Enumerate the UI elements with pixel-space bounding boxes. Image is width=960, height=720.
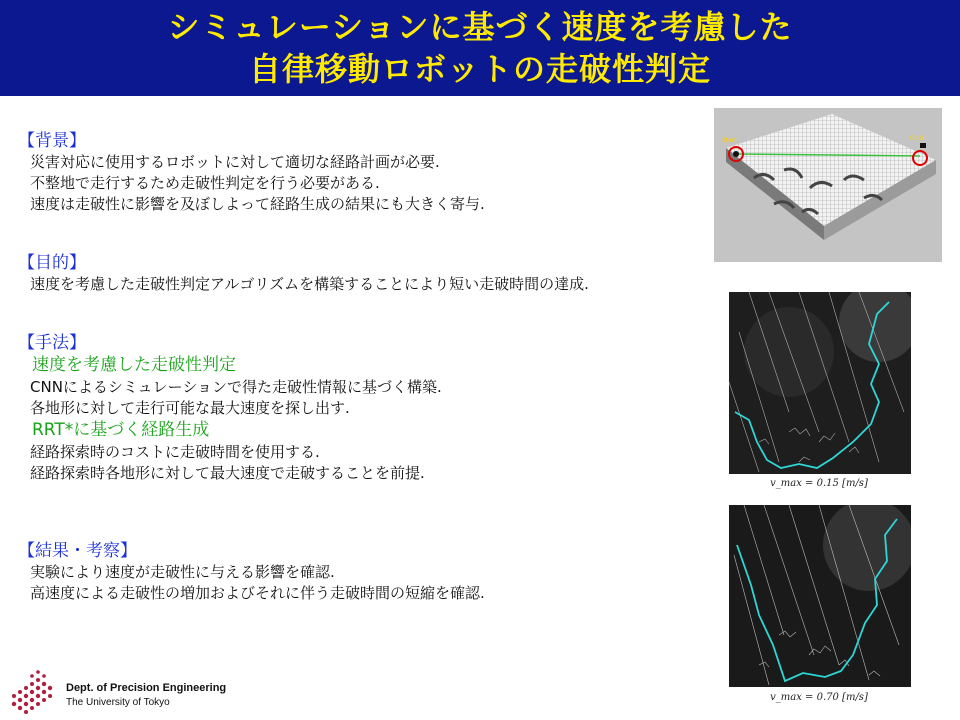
map-caption-1: v_max = 0.15 [m/s] [770,478,868,489]
goal-label: Goal [910,135,924,142]
background-line: 速度は走破性に影響を及ぼしよって経路生成の結果にも大きく寄与. [30,195,485,213]
method-subheading-2: RRT*に基づく経路生成 [32,420,210,440]
terrain-svg [714,108,942,262]
simulation-terrain-image [714,108,942,262]
map-svg-1 [729,292,911,474]
title-line-1: シミュレーションに基づく速度を考慮した [167,8,793,46]
dots-logo-icon [6,660,62,716]
logo-department-name: Dept. of Precision Engineering [66,682,227,694]
start-label: Start [722,137,737,144]
purpose-heading: 【目的】 [18,253,86,273]
background-section [18,130,485,215]
map-svg-2 [729,505,911,687]
results-section [18,540,485,604]
title-line-2: 自律移動ロボットの走破性判定 [248,50,711,88]
method-line: CNNによるシミュレーションで得た走破性情報に基づく構築. [30,378,442,396]
purpose-section [18,252,589,295]
department-logo [6,660,246,716]
results-line: 実験により速度が走破性に与える影響を確認. [30,563,335,581]
background-heading: 【背景】 [18,131,86,151]
method-subheading-1: 速度を考慮した走破性判定 [32,355,236,375]
results-heading: 【結果・考察】 [18,541,137,561]
background-line: 災害対応に使用するロボットに対して適切な経路計画が必要. [30,153,440,171]
method-line: 各地形に対して走行可能な最大速度を探し出す. [30,399,350,417]
method-section [18,332,442,484]
map-caption-2: v_max = 0.70 [m/s] [770,692,868,703]
method-heading: 【手法】 [18,333,86,353]
background-line: 不整地で走行するため走破性判定を行う必要がある. [30,174,380,192]
logo-university-name: The University of Tokyo [66,697,170,708]
traversability-map-1 [729,292,911,474]
title-banner [0,0,960,96]
purpose-line: 速度を考慮した走破性判定アルゴリズムを構築することにより短い走破時間の達成. [30,275,589,293]
traversability-map-2 [729,505,911,687]
method-line: 経路探索時各地形に対して最大速度で走破することを前提. [30,464,425,482]
method-line: 経路探索時のコストに走破時間を使用する. [30,443,320,461]
results-line: 高速度による走破性の増加およびそれに伴う走破時間の短縮を確認. [30,584,485,602]
